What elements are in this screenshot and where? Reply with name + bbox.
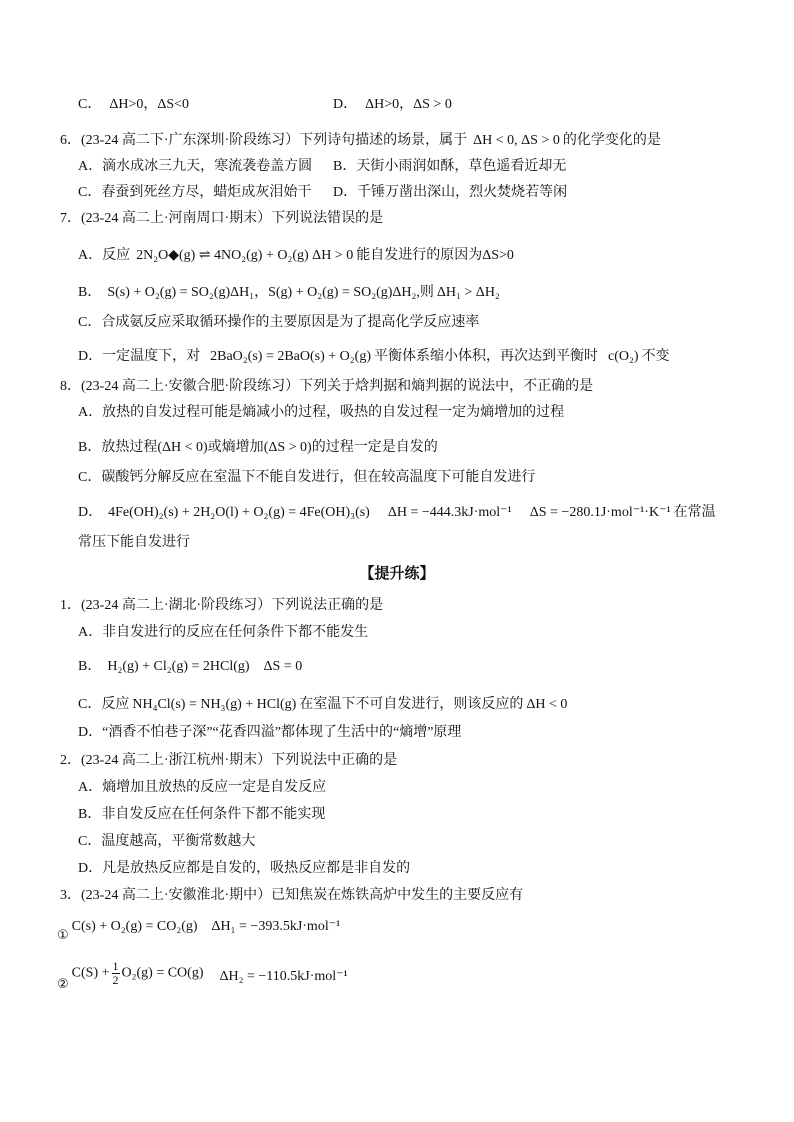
reaction-formula: C(s) + O₂(g) = CO₂(g) [71, 919, 198, 934]
condition-formula: ΔH < 0, ΔS > 0 [473, 133, 560, 148]
t1-option-a [78, 623, 368, 643]
circled-number-marker: ② [57, 976, 69, 992]
option-label: D． [78, 725, 103, 740]
q8-option-d [78, 503, 716, 523]
q5-option-c [78, 95, 189, 115]
option-label: D． [333, 97, 358, 112]
enthalpy-value: ΔH₁ = −393.5kJ·mol⁻¹ [211, 919, 341, 934]
t2-option-a [78, 778, 326, 798]
t1-stem [60, 596, 383, 616]
option-label: B． [78, 440, 102, 455]
fraction [112, 960, 120, 987]
option-text: 春蚕到死丝方尽，蜡炬成灰泪始干 [101, 185, 312, 200]
q7-stem [60, 209, 383, 229]
option-label: C． [78, 697, 102, 712]
option-text: 非自发反应在任何条件下都不能实现 [101, 807, 326, 822]
question-source: (23-24 高二上·河南周口·期末） [81, 211, 272, 226]
option-label: B． [78, 285, 102, 300]
question-number: 1． [60, 598, 81, 613]
option-text: “酒香不怕巷子深”“花香四溢”都体现了生活中的“熵增”原理 [102, 725, 462, 740]
option-text: 千锤万凿出深山，烈火焚烧若等闲 [357, 185, 568, 200]
option-label: B． [78, 659, 102, 674]
question-source: (23-24 高二上·浙江杭州·期末） [81, 753, 272, 768]
enthalpy-value: ΔH = −444.3kJ·mol⁻¹ [387, 505, 512, 520]
q8-option-d-continuation [78, 533, 190, 553]
q7-option-a [78, 246, 514, 266]
reaction-formula: H₂(g) + Cl₂(g) = 2HCl(g) [107, 659, 250, 674]
option-text: 天街小雨润如酥，草色遥看近却无 [356, 159, 567, 174]
question-source: (23-24 高二上·安徽淮北·期中） [81, 888, 272, 903]
option-text: ΔH>0，ΔS > 0 [365, 97, 452, 112]
question-source: (23-24 高二下·广东深圳·阶段练习） [81, 133, 300, 148]
circled-number-marker: ① [57, 928, 69, 943]
reaction-formula: S(s) + O₂(g) = SO₂(g)ΔH₁，S(g) + O₂(g) = SO₂(g)ΔH₂, [107, 285, 420, 300]
option-text: 常压下能自发进行 [78, 535, 190, 550]
question-number: 3． [60, 888, 81, 903]
question-text: 下列诗句描述的场景，属于 [299, 133, 468, 148]
q8-option-a [78, 403, 564, 423]
question-number: 7． [60, 211, 81, 226]
t1-option-b [78, 657, 302, 677]
option-text: 能自发进行的原因为ΔS>0 [356, 248, 514, 263]
reaction-1 [57, 917, 341, 943]
q8-option-c [78, 468, 535, 488]
option-text: 非自发进行的反应在任何条件下都不能发生 [102, 625, 369, 640]
option-text: 放热过程 [101, 440, 158, 455]
enthalpy-formula: (ΔH < 0) [157, 440, 208, 455]
t2-option-c [78, 832, 255, 852]
option-text: 凡是放热反应都是自发的，吸热反应都是非自发的 [102, 861, 411, 876]
option-text: 反应 [102, 248, 131, 263]
option-text: 合成氨反应采取循环操作的主要原因是为了提高化学反应速率 [101, 315, 480, 330]
question-number: 8． [60, 379, 81, 394]
question-text: 已知焦炭在炼铁高炉中发生的主要反应有 [271, 888, 524, 903]
t1-option-c [78, 695, 567, 715]
option-text: ΔH>0，ΔS<0 [109, 97, 190, 112]
option-label: B． [333, 159, 357, 174]
option-text: 滴水成冰三九天，寒流袭卷盖方圆 [102, 159, 313, 174]
reaction-formula: 2BaO₂(s) = 2BaO(s) + O₂(g) [210, 349, 371, 364]
question-source: (23-24 高二上·湖北·阶段练习） [81, 598, 272, 613]
q6-stem [60, 131, 661, 151]
option-label: D． [78, 349, 103, 364]
option-label: C． [78, 97, 102, 112]
enthalpy-value: ΔH₂ = −110.5kJ·mol⁻¹ [219, 968, 348, 984]
enthalpy-formula: ΔH < 0 [526, 697, 568, 712]
option-text: 一定温度下，对 [102, 349, 201, 364]
entropy-formula: (ΔS > 0) [263, 440, 312, 455]
option-text: 平衡体系缩小体积，再次达到平衡时 [373, 349, 598, 364]
t2-option-d [78, 859, 410, 879]
option-text: 放热的自发过程可能是熵减小的过程，吸热的自发过程一定为熵增加的过程 [102, 405, 565, 420]
section-title: 【提升练】 [359, 566, 435, 582]
option-label: A． [78, 780, 103, 795]
option-label: C． [78, 315, 102, 330]
t3-stem [60, 886, 523, 906]
t2-stem [60, 751, 397, 771]
option-label: C． [78, 834, 102, 849]
reaction-2 [57, 959, 348, 992]
option-label: D． [78, 861, 103, 876]
option-label: D． [333, 185, 358, 200]
q7-option-d [78, 347, 670, 367]
q6-option-c [78, 183, 311, 203]
option-text: 或熵增加 [207, 440, 264, 455]
option-label: D． [78, 505, 103, 520]
q6-option-a [78, 157, 312, 177]
question-text: 下列关于焓判据和熵判据的说法中，不正确的是 [299, 379, 594, 394]
reaction-formula: 2N₂O◆(g) ⇌ 4NO₂(g) + O₂(g) ΔH > 0 [136, 248, 354, 263]
q6-option-b [333, 157, 566, 177]
q7-option-b [78, 283, 500, 303]
reaction-formula: NH₄Cl(s) = NH₃(g) + HCl(g) [132, 697, 297, 712]
reaction-formula: 4Fe(OH)₂(s) + 2H₂O(l) + O₂(g) = 4Fe(OH)₃(s) [108, 505, 370, 520]
option-text: 的过程一定是自发的 [311, 440, 438, 455]
fraction-denominator: 2 [112, 973, 119, 987]
q8-stem [60, 377, 593, 397]
entropy-value: ΔS = 0 [263, 659, 303, 674]
option-text: 则 [419, 285, 434, 300]
option-text: 熵增加且放热的反应一定是自发反应 [102, 780, 327, 795]
option-text: 在常温 [673, 505, 716, 520]
q5-option-d [333, 95, 452, 115]
reaction-formula-part: O₂(g) = CO(g) [121, 965, 204, 981]
question-text: 下列说法错误的是 [271, 211, 384, 226]
option-text: 不变 [641, 349, 670, 364]
option-text: 温度越高，平衡常数越大 [101, 834, 256, 849]
option-label: A． [78, 625, 103, 640]
q6-option-d [333, 183, 567, 203]
q7-option-c [78, 313, 479, 333]
comparison-formula: ΔH₁ > ΔH₂ [436, 285, 500, 300]
question-number: 2． [60, 753, 81, 768]
option-text: 反应 [101, 697, 130, 712]
question-text: 下列说法中正确的是 [271, 753, 398, 768]
question-number: 6． [60, 133, 81, 148]
question-text: 下列说法正确的是 [271, 598, 384, 613]
option-label: A． [78, 248, 103, 263]
entropy-value: ΔS = −280.1J·mol⁻¹·K⁻¹ [529, 505, 671, 520]
question-text: 的化学变化的是 [562, 133, 661, 148]
option-text: 碳酸钙分解反应在室温下不能自发进行，但在较高温度下可能自发进行 [101, 470, 536, 485]
option-text: 在室温下不可自发进行，则该反应的 [299, 697, 524, 712]
option-label: C． [78, 470, 102, 485]
reaction-formula-part: C(S) + [71, 965, 110, 981]
t2-option-b [78, 805, 325, 825]
concentration-formula: c(O₂) [607, 349, 639, 364]
q8-option-b [78, 438, 438, 458]
option-label: A． [78, 159, 103, 174]
fraction-numerator: 1 [112, 959, 119, 973]
option-label: A． [78, 405, 103, 420]
t1-option-d [78, 723, 461, 743]
option-label: C． [78, 185, 102, 200]
question-source: (23-24 高二上·安徽合肥·阶段练习） [81, 379, 300, 394]
option-label: B． [78, 807, 102, 822]
